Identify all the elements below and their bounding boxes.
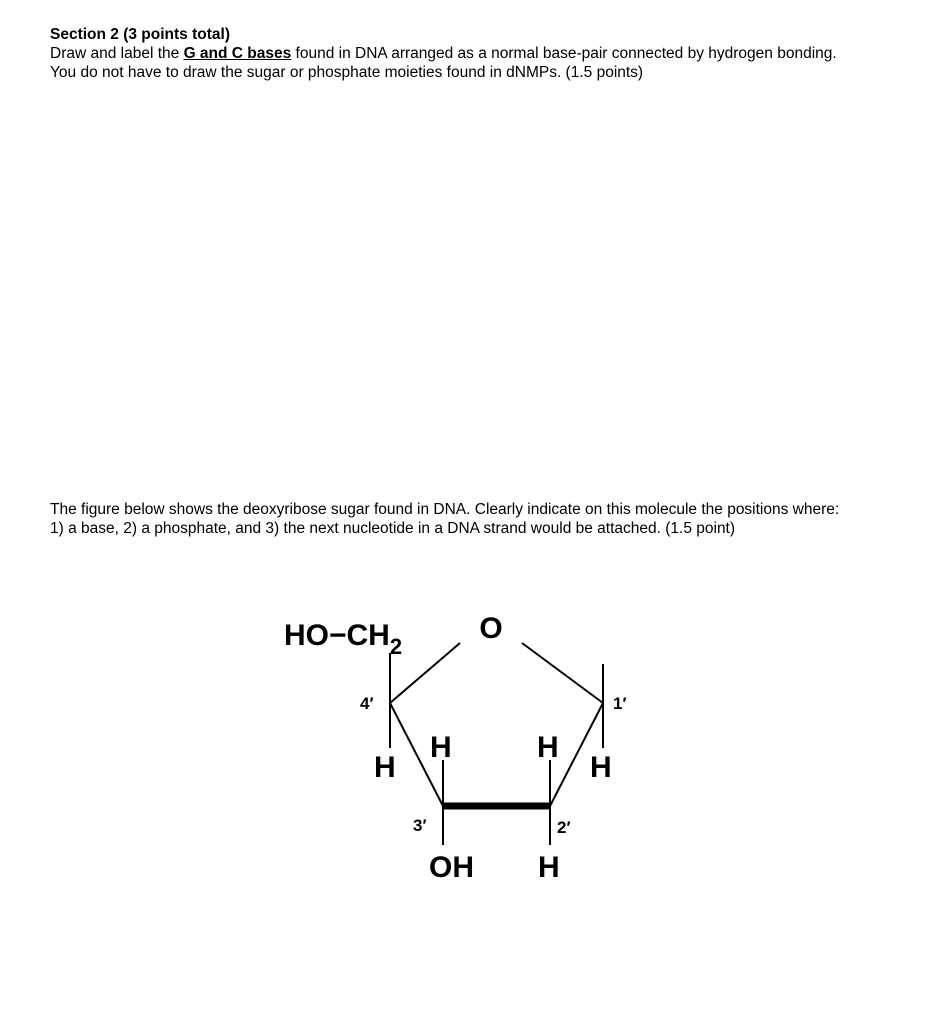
c1-hydrogen-label: H bbox=[590, 751, 612, 784]
ho-ch-label: $HO-CH_2$ bbox=[284, 619, 403, 659]
section-heading: Section 2 (3 points total) bbox=[50, 26, 230, 43]
c4-hydrogen-label: H bbox=[374, 751, 396, 784]
bond-o-c1 bbox=[522, 643, 603, 703]
question-base-pair-prefix: Draw and label the bbox=[50, 45, 184, 62]
deoxyribose-structure bbox=[270, 600, 630, 900]
question-base-pair-suffix: found in DNA arranged as a normal base-pair connected by hydrogen bonding. You do not have to draw the sugar or phosphate moieties found in dNMPs. (1.5 points) bbox=[50, 45, 837, 81]
carbon-1-prime-label: 1′ bbox=[613, 694, 627, 713]
question-base-pair-emphasis: G and C bases bbox=[183, 45, 292, 62]
c3-hydrogen-label: H bbox=[430, 731, 452, 764]
carbon-4-prime-label: 4′ bbox=[360, 694, 374, 713]
c2-hydrogen-label: H bbox=[537, 731, 559, 764]
question-deoxyribose: The figure below shows the deoxyribose sugar found in DNA. Clearly indicate on this molecule the positions where: 1) a base, 2) a phosphate, and 3) the next nucleotide in a DNA strand would be attached. (1.5 point) bbox=[50, 501, 840, 537]
question-base-pair bbox=[50, 44, 850, 82]
carbon-3-prime-label: 3′ bbox=[413, 816, 427, 835]
c3-hydroxyl-label: OH bbox=[429, 851, 474, 884]
carbon-2-prime-label: 2′ bbox=[557, 818, 571, 837]
ring-oxygen-label: O bbox=[479, 612, 503, 645]
c2-bottom-hydrogen-label: H bbox=[538, 851, 560, 884]
